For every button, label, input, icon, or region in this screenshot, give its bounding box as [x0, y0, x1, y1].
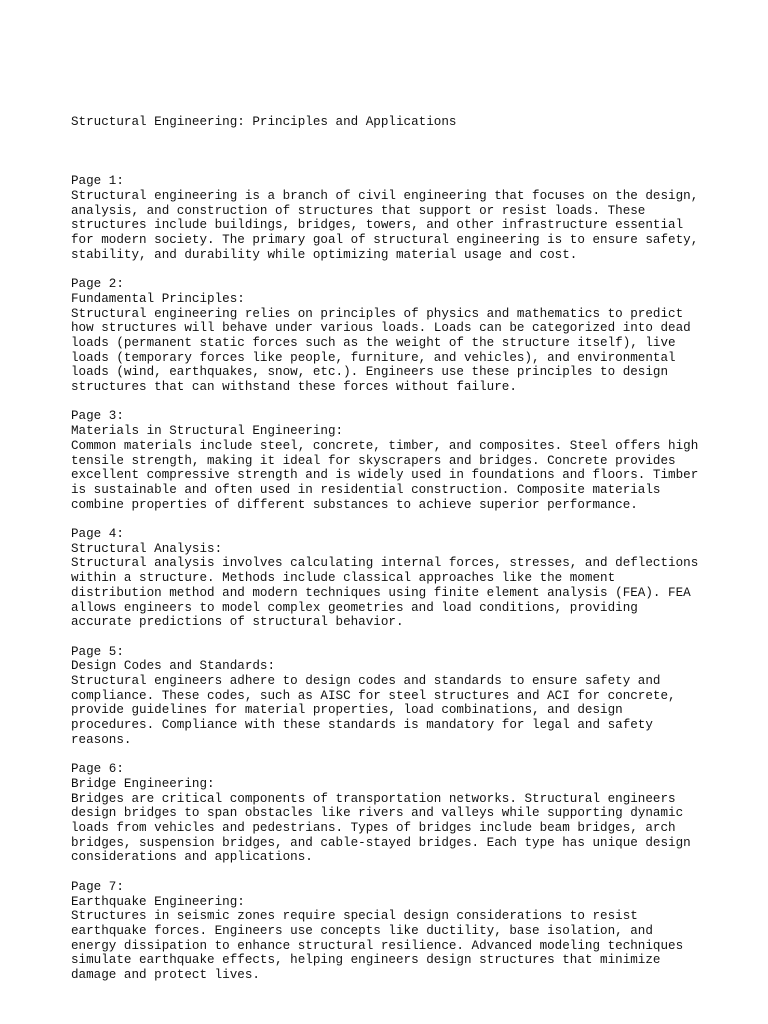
body-text-line: structures that can withstand these forces without failure. [71, 380, 517, 395]
body-text-line: Structural engineering relies on principles of physics and mathematics to predict [71, 306, 684, 321]
document-sections [71, 174, 731, 983]
body-text-line: procedures. Compliance with these standards is mandatory for legal and safety [71, 718, 653, 733]
body-text-line: within a structure. Methods include classical approaches like the moment [71, 571, 616, 586]
body-text-line: Common materials include steel, concrete, timber, and composites. Steel offers high [71, 438, 699, 453]
body-text-line: how structures will behave under various loads. Loads can be categorized into dead [71, 321, 691, 336]
body-text-line: combine properties of different substances to achieve superior performance. [71, 497, 638, 512]
page-section-1 [71, 174, 731, 262]
page-section-7 [71, 880, 731, 983]
body-text-line: excellent compressive strength and is widely used in foundations and floors. Timber [71, 468, 699, 483]
body-text-line: Structural analysis involves calculating internal forces, stresses, and deflections [71, 556, 699, 571]
page-label: Page 7: [71, 879, 124, 894]
section-heading: Fundamental Principles: [71, 291, 245, 306]
body-text-line: Bridges are critical components of transportation networks. Structural engineers [71, 791, 676, 806]
document-page [71, 86, 731, 1012]
body-text-line: bridges, suspension bridges, and cable-stayed bridges. Each type has unique design [71, 835, 691, 850]
page-section-6 [71, 762, 731, 865]
body-text-line: reasons. [71, 732, 132, 747]
body-text-line: loads (temporary forces like people, furniture, and vehicles), and environmental [71, 350, 676, 365]
page-label: Page 3: [71, 409, 124, 424]
page-section-4 [71, 527, 731, 630]
body-text-line: Structural engineering is a branch of civil engineering that focuses on the design, [71, 188, 699, 203]
body-text-line: Structural engineers adhere to design codes and standards to ensure safety and [71, 674, 661, 689]
body-text-line: distribution method and modern techniques using finite element analysis (FEA). FEA [71, 585, 691, 600]
body-text-line: accurate predictions of structural behavior. [71, 615, 404, 630]
body-text-line: allows engineers to model complex geometries and load conditions, providing [71, 600, 638, 615]
body-text-line: simulate earthquake effects, helping engineers design structures that minimize [71, 953, 661, 968]
page-label: Page 1: [71, 174, 124, 189]
page-label: Page 2: [71, 277, 124, 292]
section-heading: Materials in Structural Engineering: [71, 424, 344, 439]
section-heading: Design Codes and Standards: [71, 659, 276, 674]
body-text-line: loads (permanent static forces such as the weight of the structure itself), live [71, 335, 676, 350]
page-label: Page 5: [71, 644, 124, 659]
section-heading: Bridge Engineering: [71, 776, 215, 791]
body-text-line: analysis, and construction of structures that support or resist loads. These [71, 203, 646, 218]
body-text-line: damage and protect lives. [71, 968, 260, 983]
body-text-line: compliance. These codes, such as AISC for steel structures and ACI for concrete, [71, 688, 676, 703]
page-label: Page 6: [71, 762, 124, 777]
body-text-line: provide guidelines for material properties, load combinations, and design [71, 703, 623, 718]
page-section-3 [71, 409, 731, 512]
body-text-line: stability, and durability while optimizing material usage and cost. [71, 247, 578, 262]
body-text-line: considerations and applications. [71, 850, 313, 865]
body-text-line: loads (wind, earthquakes, snow, etc.). Engineers use these principles to design [71, 365, 669, 380]
body-text-line: energy dissipation to enhance structural resilience. Advanced modeling techniques [71, 938, 684, 953]
document-title: Structural Engineering: Principles and Applications [71, 115, 457, 130]
body-text-line: earthquake forces. Engineers use concepts like ductility, base isolation, and [71, 923, 653, 938]
section-heading: Earthquake Engineering: [71, 894, 245, 909]
body-text-line: tensile strength, making it ideal for skyscrapers and bridges. Concrete provides [71, 453, 676, 468]
body-text-line: is sustainable and often used in residential construction. Composite materials [71, 482, 661, 497]
section-heading: Structural Analysis: [71, 541, 223, 556]
body-text-line: for modern society. The primary goal of structural engineering is to ensure safety, [71, 233, 699, 248]
body-text-line: structures include buildings, bridges, towers, and other infrastructure essential [71, 218, 684, 233]
page-section-5 [71, 645, 731, 748]
page-label: Page 4: [71, 527, 124, 542]
body-text-line: design bridges to span obstacles like rivers and valleys while supporting dynamic [71, 806, 684, 821]
body-text-line: Structures in seismic zones require special design considerations to resist [71, 909, 638, 924]
body-text-line: loads from vehicles and pedestrians. Types of bridges include beam bridges, arch [71, 821, 676, 836]
page-section-2 [71, 277, 731, 395]
